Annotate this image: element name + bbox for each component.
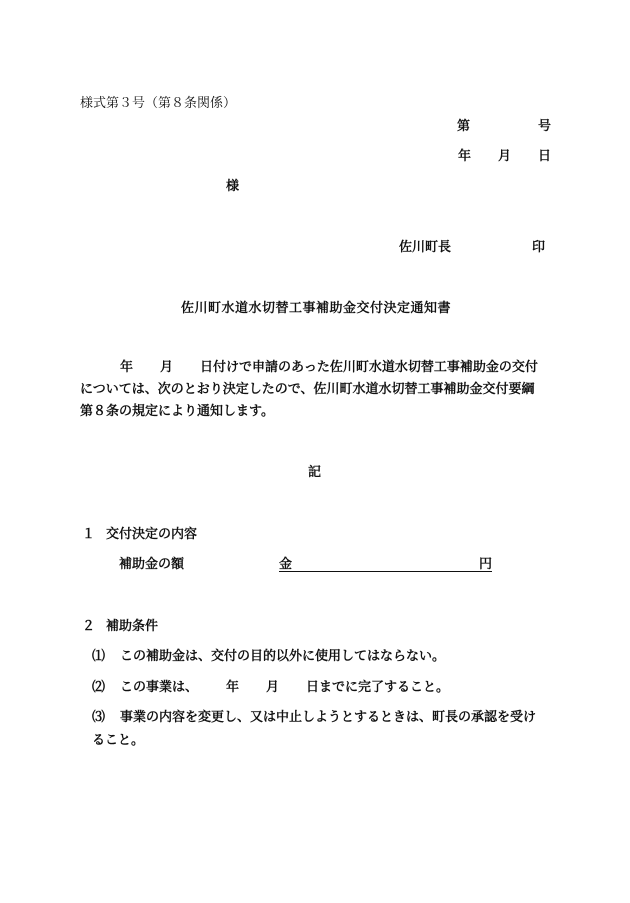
addressee-suffix: 様 — [226, 179, 240, 194]
body-line-1 — [80, 357, 538, 379]
section2-heading: 補助条件 — [106, 619, 159, 634]
date-day: 日 — [538, 149, 552, 164]
condition-2-text-a: この事業は、 — [120, 680, 199, 695]
condition-3-text-line-2: ること。 — [92, 733, 145, 748]
condition-1-text: この補助金は、交付の目的以外に使用してはならない。 — [120, 649, 446, 664]
form-number: 様式第３号（第８条関係） — [80, 96, 237, 111]
section2-number: ２ — [82, 619, 96, 634]
condition-2-text-b: 日までに完了すること。 — [306, 680, 450, 695]
document-title: 佐川町水道水切替工事補助金交付決定通知書 — [181, 301, 452, 316]
body-line-1-text: 日付けで申請のあった佐川町水道水切替工事補助金の交付 — [200, 360, 538, 375]
amount-prefix: 金 — [279, 557, 293, 572]
condition-2-year: 年 — [226, 680, 240, 695]
date-year: 年 — [458, 149, 472, 164]
section1-number: １ — [82, 527, 96, 542]
doc-number-suffix: 号 — [538, 119, 552, 134]
condition-2-month: 月 — [266, 680, 280, 695]
amount-underline — [279, 571, 492, 572]
condition-3-number: ⑶ — [92, 710, 106, 725]
section1-heading: 交付決定の内容 — [106, 527, 198, 542]
amount-suffix: 円 — [479, 557, 493, 572]
body-line-2: については、次のとおり決定したので、佐川町水道水切替工事補助金交付要綱 — [80, 382, 535, 397]
body-date-year: 年 — [120, 360, 134, 375]
date-month: 月 — [498, 149, 512, 164]
issuer-name: 佐川町長 — [399, 240, 452, 255]
condition-3-text-line-1: 事業の内容を変更し、又は中止しようとするときは、町長の承認を受け — [120, 710, 537, 725]
body-date-month: 月 — [160, 360, 174, 375]
condition-2-number: ⑵ — [92, 680, 106, 695]
issuer-seal: 印 — [532, 240, 546, 255]
condition-1-number: ⑴ — [92, 649, 106, 664]
body-line-3: 第８条の規定により通知します。 — [80, 404, 274, 419]
doc-number-prefix: 第 — [457, 119, 471, 134]
amount-label: 補助金の額 — [119, 557, 185, 572]
ki-mark: 記 — [308, 465, 322, 480]
